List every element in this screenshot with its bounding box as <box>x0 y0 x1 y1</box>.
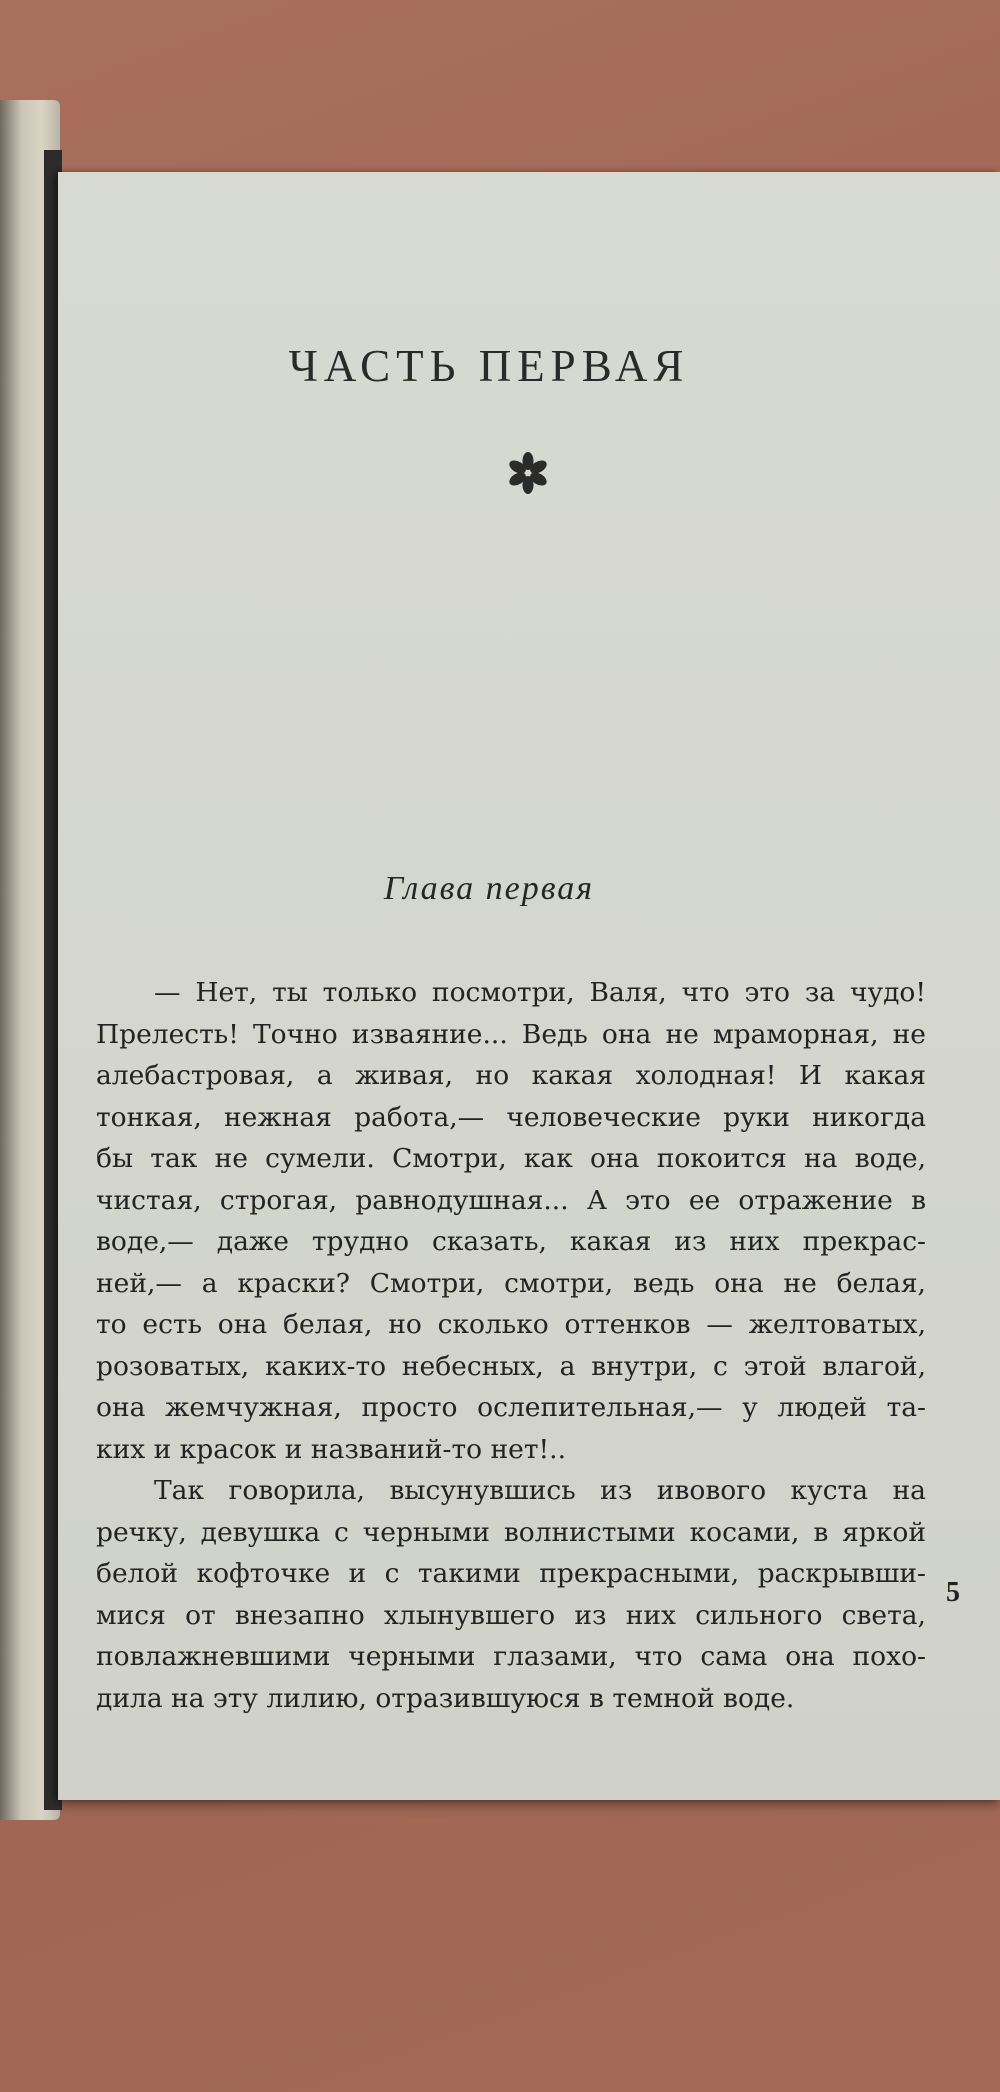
chapter-title: Глава первая <box>383 870 595 907</box>
text-line: ких и красок и названий-то нет!.. <box>96 1433 566 1465</box>
text-line: то есть она белая, но сколько оттенков — желтоватых, <box>96 1309 926 1340</box>
text-line: Так говорила, высунувшись из ивового куста на <box>154 1475 926 1506</box>
text-line: бы так не сумели. Смотри, как она покоится на воде, <box>96 1143 926 1174</box>
text-line: белой кофточке и с такими прекрасными, раскрывши- <box>96 1558 926 1589</box>
chapter-body <box>96 972 926 1719</box>
text-line: алебастровая, а живая, но какая холодная! И какая <box>96 1060 926 1091</box>
text-line: речку, девушка с черными волнистыми косами, в яркой <box>96 1516 926 1548</box>
part-title: ЧАСТЬ ПЕРВАЯ <box>288 341 690 391</box>
text-line: дила на эту лилию, отразившуюся в темной воде. <box>96 1682 795 1714</box>
text-line: мися от внезапно хлынувшего из них сильного света, <box>96 1599 926 1631</box>
text-line: тонкая, нежная работа,— человеческие руки никогда <box>96 1101 926 1133</box>
text-line: повлажневшими черными глазами, что сама она похо- <box>96 1641 926 1672</box>
text-line: розоватых, каких-то небесных, а внутри, с этой влагой, <box>96 1350 926 1382</box>
asterisk-icon <box>503 448 553 498</box>
text-line: ней,— а краски? Смотри, смотри, ведь она не белая, <box>96 1267 926 1299</box>
text-line: Прелесть! Точно изваяние... Ведь она не мраморная, не <box>96 1018 926 1050</box>
text-line: она жемчужная, просто ослепительная,— у людей та- <box>96 1392 926 1423</box>
text-line: воде,— даже трудно сказать, какая из них прекрас- <box>96 1226 926 1257</box>
page-number: 5 <box>946 1577 960 1608</box>
text-line: чистая, строгая, равнодушная... А это ее отражение в <box>96 1184 926 1216</box>
book-page <box>58 172 1000 1800</box>
text-line: — Нет, ты только посмотри, Валя, что это за чудо! <box>154 977 926 1008</box>
